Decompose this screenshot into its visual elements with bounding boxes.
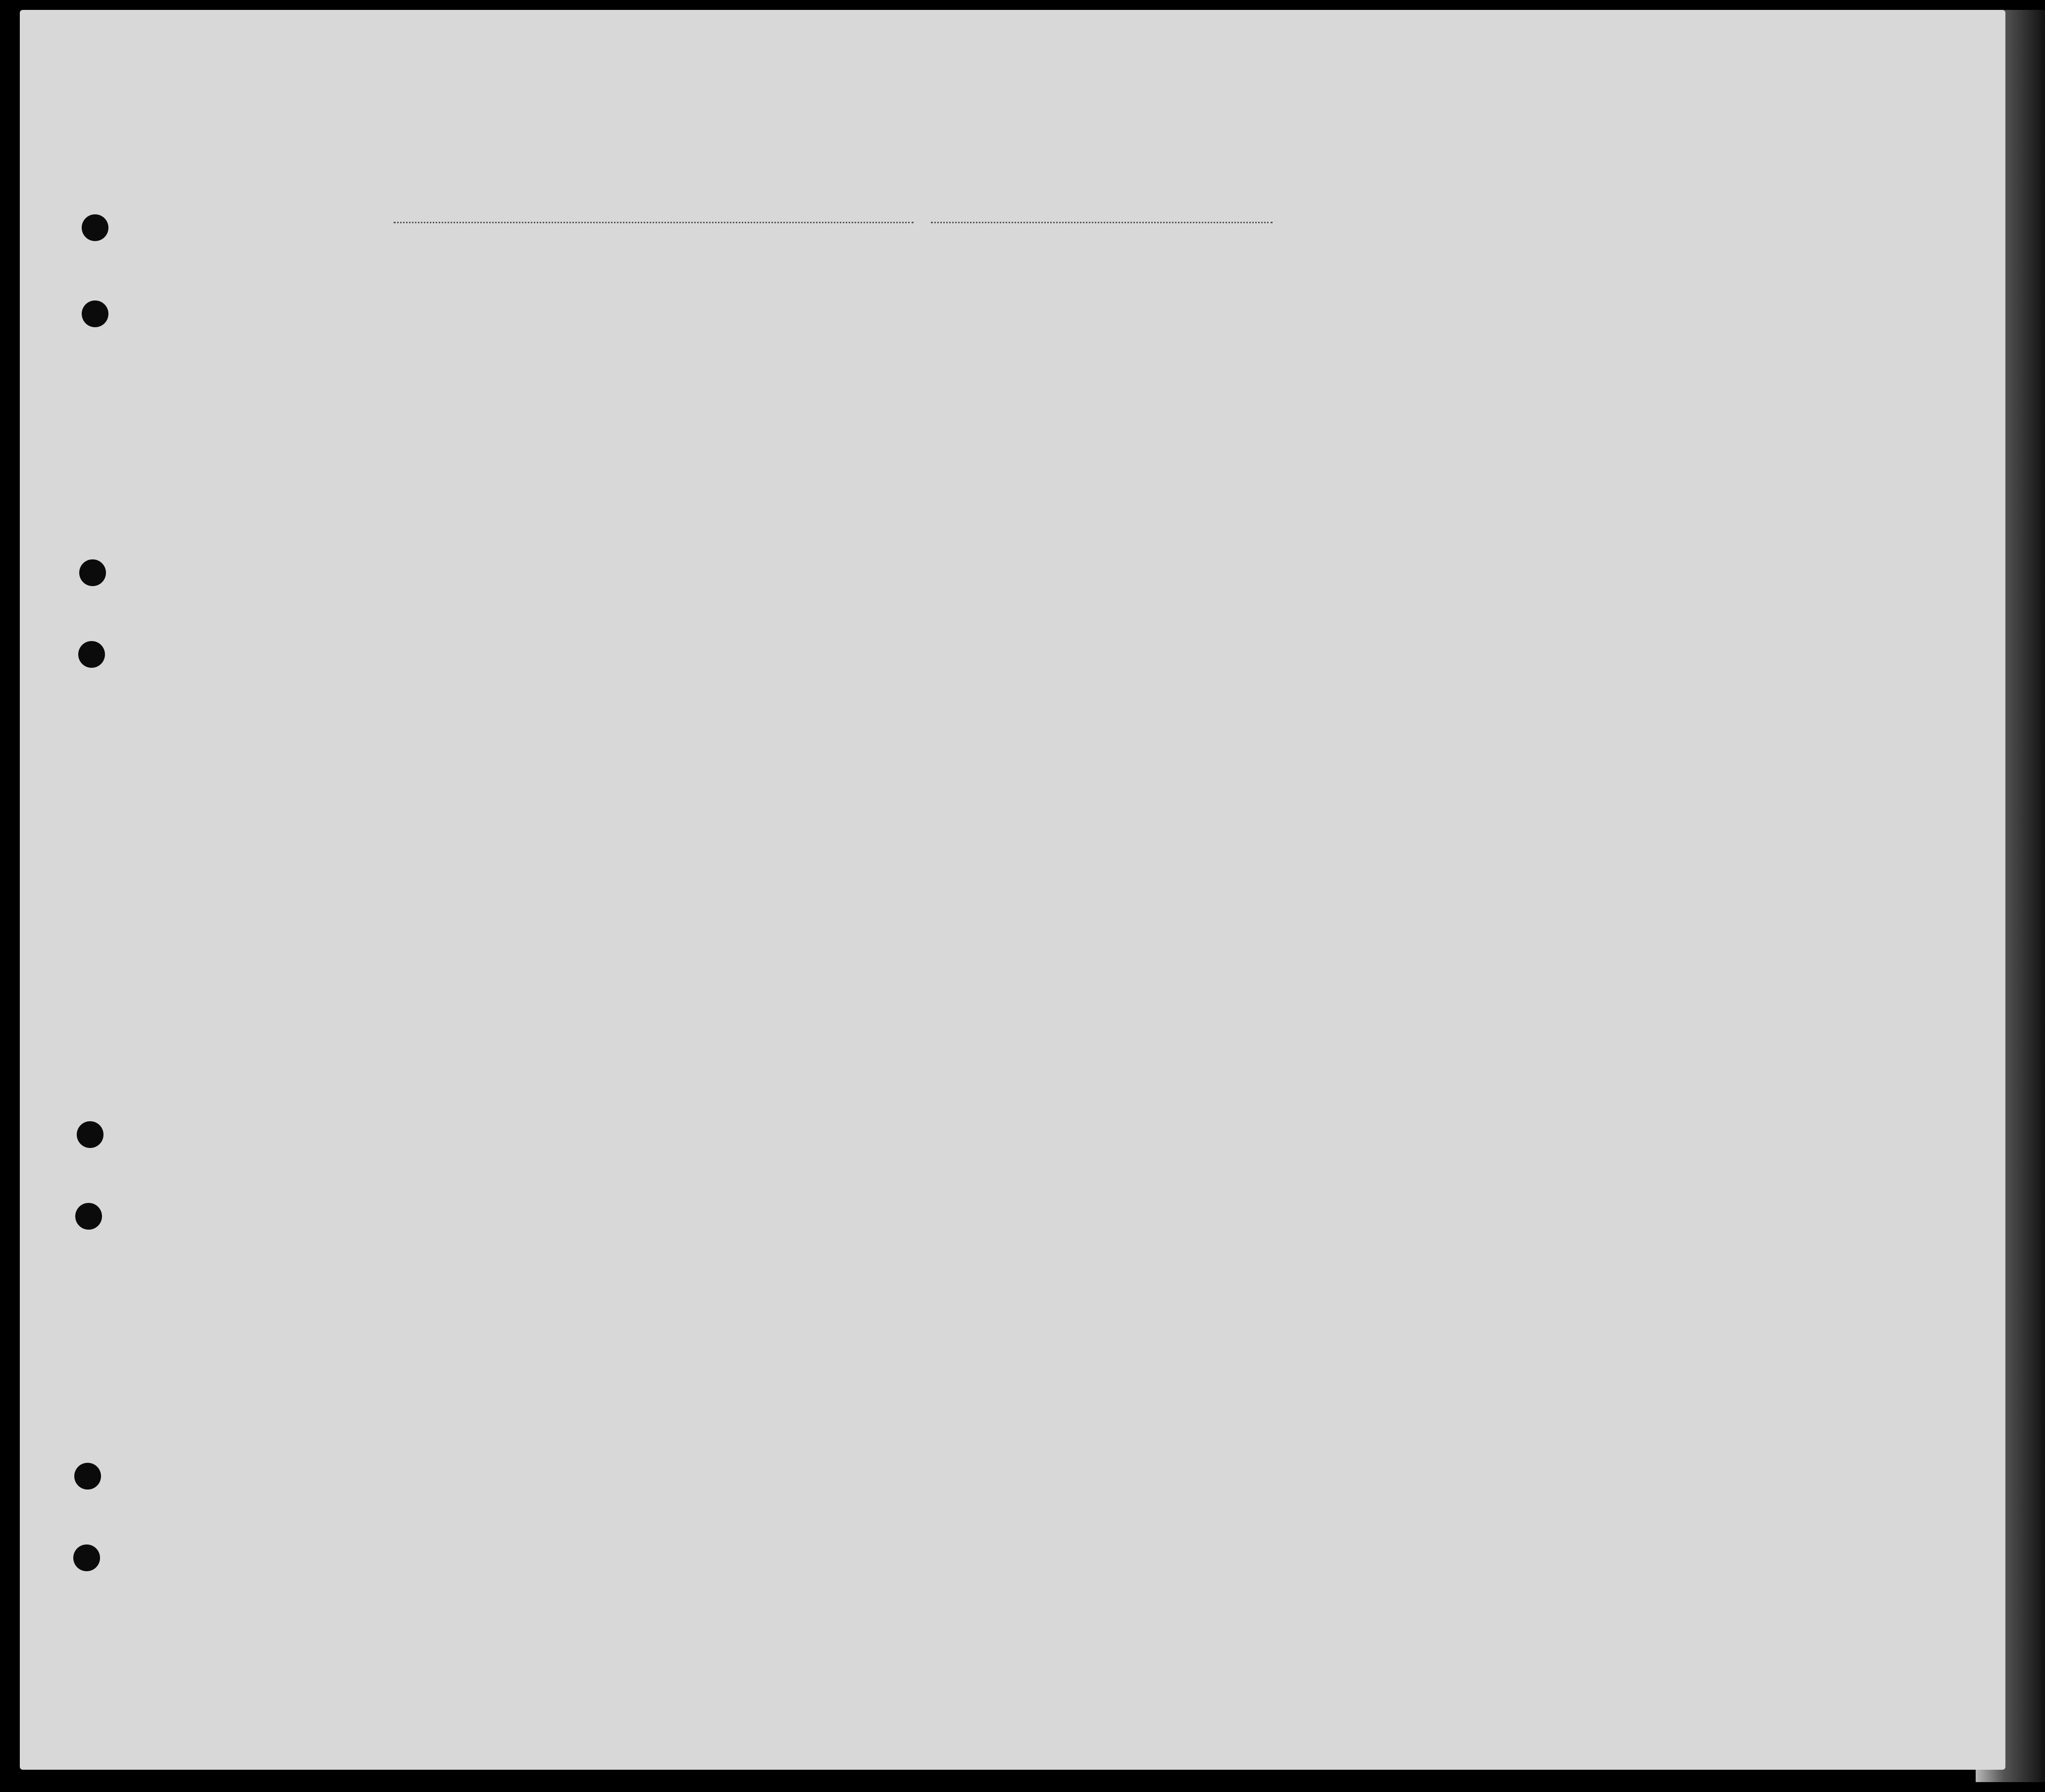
manifest-grid (20, 10, 2005, 1770)
manifest-sheet (20, 10, 2005, 1770)
